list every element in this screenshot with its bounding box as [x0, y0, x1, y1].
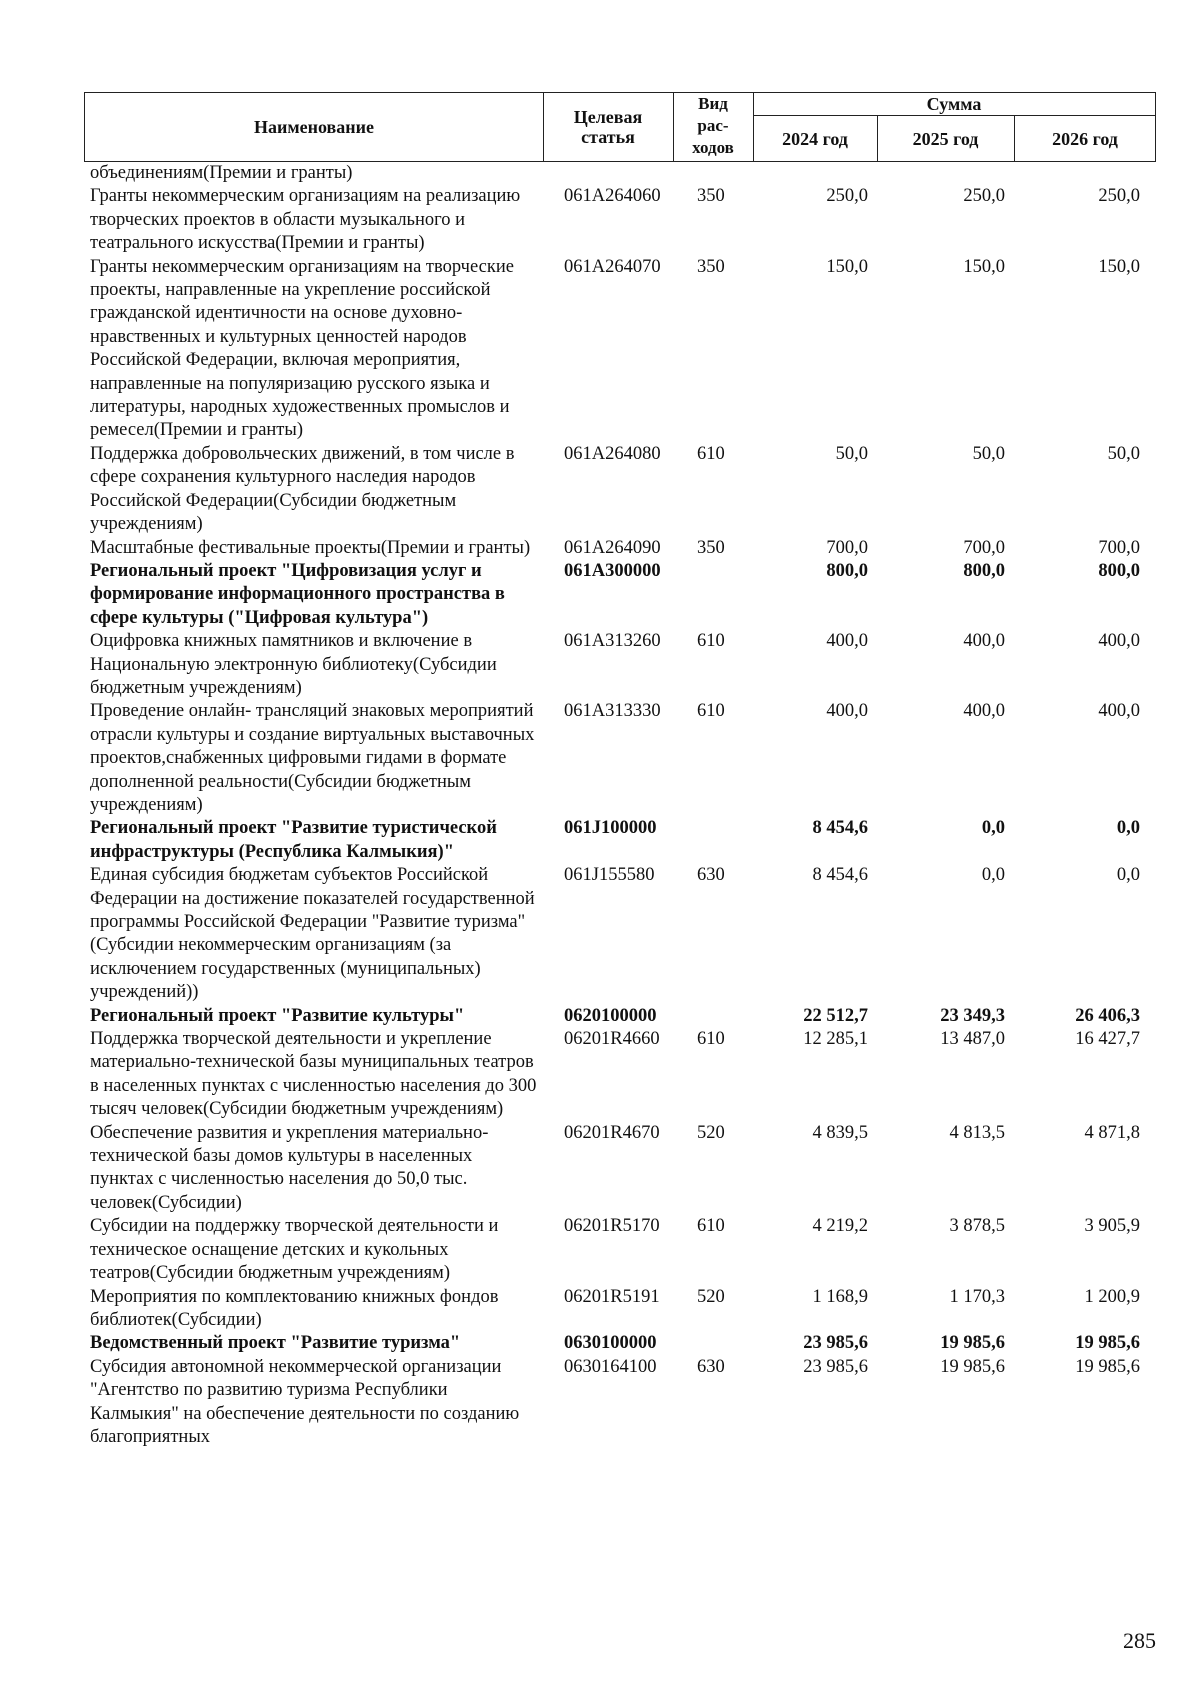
table-row [84, 162, 1156, 185]
row-amount-2024: 1 168,9 [812, 1286, 868, 1307]
row-amount-2025 [876, 162, 1013, 185]
header-2024: 2024 год [782, 129, 848, 149]
row-amount-2025: 400,0 [963, 701, 1005, 722]
row-target-code: 0630100000 [564, 1333, 657, 1354]
row-amount-2026: 0,0 [1116, 865, 1140, 886]
row-target-code [542, 162, 672, 185]
row-name: Мероприятия по комплектованию книжных фондов библиотек(Субсидии) [90, 1286, 499, 1330]
row-target-code: 06201R5191 [564, 1286, 660, 1307]
row-name: Ведомственный проект "Развитие туризма" [90, 1333, 461, 1354]
row-amount-2025: 700,0 [963, 537, 1005, 558]
header-kind-line1: Вид [698, 94, 728, 113]
row-expense-type: 610 [697, 701, 725, 722]
table-row [84, 185, 1156, 255]
table-row [84, 1005, 1156, 1028]
header-code-line2: статья [581, 127, 635, 147]
row-amount-2025: 250,0 [963, 186, 1005, 207]
row-amount-2024: 700,0 [826, 537, 868, 558]
table-row [84, 1356, 1156, 1450]
row-amount-2025: 0,0 [981, 818, 1005, 839]
row-name: Масштабные фестивальные проекты(Премии и гранты) [90, 537, 531, 558]
row-target-code: 06201R5170 [564, 1216, 660, 1237]
table-row [84, 1332, 1156, 1355]
row-target-code: 061J100000 [564, 818, 657, 839]
header-divider [753, 115, 1155, 116]
row-target-code: 061A264080 [564, 443, 661, 464]
row-name: Региональный проект "Развитие культуры" [90, 1005, 465, 1026]
row-name: Поддержка добровольческих движений, в том числе в сфере сохранения культурного наследия народов Российской Федерации(Субсидии бюджетным учреждениям) [90, 443, 515, 535]
row-amount-2026: 1 200,9 [1084, 1286, 1140, 1307]
row-name: Оцифровка книжных памятников и включение в Национальную электронную библиотеку(Субсидии бюджетным учреждениям) [90, 631, 497, 698]
row-amount-2026: 16 427,7 [1075, 1029, 1140, 1050]
table-row [84, 1215, 1156, 1285]
row-expense-type: 520 [697, 1286, 725, 1307]
row-amount-2025: 0,0 [981, 865, 1005, 886]
row-amount-2026: 800,0 [1098, 560, 1140, 581]
row-expense-type: 630 [697, 1356, 725, 1377]
row-expense-type: 350 [697, 537, 725, 558]
row-expense-type: 610 [697, 1029, 725, 1050]
row-expense-type: 610 [697, 443, 725, 464]
row-amount-2025: 13 487,0 [940, 1029, 1005, 1050]
row-target-code: 06201R4670 [564, 1122, 660, 1143]
header-name: Наименование [254, 117, 374, 137]
row-expense-type: 610 [697, 631, 725, 652]
row-amount-2026: 0,0 [1116, 818, 1140, 839]
row-amount-2024: 8 454,6 [812, 818, 868, 839]
row-name: Обеспечение развития и укрепления материально-технической базы домов культуры в населенных пунктах с численностью населения до 50,0 тыс. человек(Субсидии) [90, 1122, 489, 1213]
header-code-line1: Целевая [573, 107, 643, 127]
table-row [84, 443, 1156, 537]
table-row [84, 1028, 1156, 1122]
row-amount-2026: 50,0 [1107, 443, 1140, 464]
row-name: объединениям(Премии и гранты) [90, 163, 353, 183]
row-target-code: 06201R4660 [564, 1029, 660, 1050]
row-name: Субсидия автономной некоммерческой организации "Агентство по развитию туризма Республики Калмыкия" на обеспечение деятельности по созданию благоприятных [90, 1356, 520, 1447]
table-row [84, 256, 1156, 443]
row-amount-2026: 19 985,6 [1075, 1333, 1140, 1354]
row-expense-type: 520 [697, 1122, 725, 1143]
row-amount-2025: 150,0 [963, 256, 1005, 277]
table-row [84, 560, 1156, 630]
row-amount-2025: 400,0 [963, 631, 1005, 652]
row-target-code: 061A300000 [564, 560, 661, 581]
row-amount-2024: 23 985,6 [803, 1333, 868, 1354]
row-expense-type [672, 1005, 752, 1028]
row-expense-type [672, 162, 752, 185]
table-row [84, 537, 1156, 560]
row-name: Гранты некоммерческим организациям на реализацию творческих проектов в области музыкального и театрального искусства(Премии и гранты) [90, 186, 521, 254]
row-target-code: 061A313330 [564, 701, 661, 722]
header-2026: 2026 год [1052, 129, 1118, 149]
row-target-code: 0630164100 [564, 1356, 657, 1377]
table-row [84, 700, 1156, 817]
row-amount-2024: 250,0 [826, 186, 868, 207]
row-amount-2025: 50,0 [972, 443, 1005, 464]
row-amount-2024: 23 985,6 [803, 1356, 868, 1377]
page-number: 285 [1123, 1628, 1156, 1653]
row-amount-2024 [752, 162, 876, 185]
row-name: Проведение онлайн- трансляций знаковых мероприятий отрасли культуры и создание виртуальных выставочных проектов,снабженных цифровыми гидами в формате дополненной реальности(Субсидии бюджетным учреждениям) [90, 701, 535, 815]
row-amount-2026: 400,0 [1098, 701, 1140, 722]
row-expense-type [672, 560, 752, 630]
table-row [84, 864, 1156, 1004]
row-amount-2024: 4 839,5 [812, 1122, 868, 1143]
row-expense-type [672, 1332, 752, 1355]
row-target-code: 061A264060 [564, 186, 661, 207]
row-expense-type: 630 [697, 865, 725, 886]
row-amount-2024: 22 512,7 [803, 1005, 868, 1026]
row-amount-2025: 19 985,6 [940, 1333, 1005, 1354]
row-name: Гранты некоммерческим организациям на творческие проекты, направленные на укрепление российской гражданской идентичности на основе духовно-нравственных и культурных ценностей народов Российской Федерации, включая мероприятия, направленные на популяризацию русского языка и литературы, народных художественных промыслов и ремесел(Премии и гранты) [90, 256, 514, 441]
row-amount-2026: 19 985,6 [1075, 1356, 1140, 1377]
row-amount-2026: 150,0 [1098, 256, 1140, 277]
row-amount-2025: 3 878,5 [949, 1216, 1005, 1237]
row-amount-2025: 4 813,5 [949, 1122, 1005, 1143]
row-expense-type: 350 [697, 256, 725, 277]
row-amount-2025: 1 170,3 [949, 1286, 1005, 1307]
row-target-code: 0620100000 [564, 1005, 657, 1026]
table-row [84, 630, 1156, 700]
row-amount-2024: 800,0 [826, 560, 868, 581]
row-amount-2024: 50,0 [835, 443, 868, 464]
row-name: Субсидии на поддержку творческой деятельности и техническое оснащение детских и кукольных театров(Субсидии бюджетным учреждениям) [90, 1216, 499, 1284]
budget-table [84, 92, 1156, 1449]
header-2025: 2025 год [912, 129, 979, 149]
row-target-code: 061A313260 [564, 631, 661, 652]
row-amount-2026: 3 905,9 [1084, 1216, 1140, 1237]
header-kind-line2: рас- [697, 116, 729, 135]
table-row [84, 1122, 1156, 1216]
row-name: Региональный проект "Цифровизация услуг и формирование информационного пространства в сфере культуры ("Цифровая культура") [90, 560, 505, 628]
row-name: Поддержка творческой деятельности и укрепление материально-технической базы муниципальных театров в населенных пунктах с численностью населения до 300 тысяч человек(Субсидии бюджетным учреждениям) [90, 1029, 537, 1120]
table-header [84, 92, 1156, 162]
row-amount-2024: 150,0 [826, 256, 868, 277]
row-amount-2026: 26 406,3 [1075, 1005, 1140, 1026]
table-body [84, 162, 1156, 1449]
row-target-code: 061J155580 [564, 865, 655, 886]
row-amount-2026 [1013, 162, 1148, 185]
table-row [84, 817, 1156, 864]
row-amount-2024: 8 454,6 [812, 865, 868, 886]
row-amount-2026: 400,0 [1098, 631, 1140, 652]
header-kind-line3: ходов [692, 138, 734, 157]
row-name: Региональный проект "Развитие туристической инфраструктуры (Республика Калмыкия)" [90, 818, 497, 862]
row-amount-2026: 700,0 [1098, 537, 1140, 558]
row-expense-type: 610 [697, 1216, 725, 1237]
row-amount-2026: 250,0 [1098, 186, 1140, 207]
row-name: Единая субсидия бюджетам субъектов Российской Федерации на достижение показателей государственной программы Российской Федерации "Развитие туризма"(Субсидии некоммерческим организациям (за исключением государственных (муниципальных) учреждений)) [90, 865, 535, 1003]
row-expense-type [672, 817, 752, 864]
row-amount-2025: 23 349,3 [940, 1005, 1005, 1026]
header-sum: Сумма [926, 94, 982, 114]
row-amount-2024: 400,0 [826, 701, 868, 722]
table-row [84, 1286, 1156, 1333]
row-expense-type: 350 [697, 186, 725, 207]
row-amount-2026: 4 871,8 [1084, 1122, 1140, 1143]
row-amount-2024: 400,0 [826, 631, 868, 652]
row-target-code: 061A264070 [564, 256, 661, 277]
row-amount-2024: 4 219,2 [812, 1216, 868, 1237]
row-amount-2025: 19 985,6 [940, 1356, 1005, 1377]
row-amount-2024: 12 285,1 [803, 1029, 868, 1050]
row-amount-2025: 800,0 [963, 560, 1005, 581]
row-target-code: 061A264090 [564, 537, 661, 558]
